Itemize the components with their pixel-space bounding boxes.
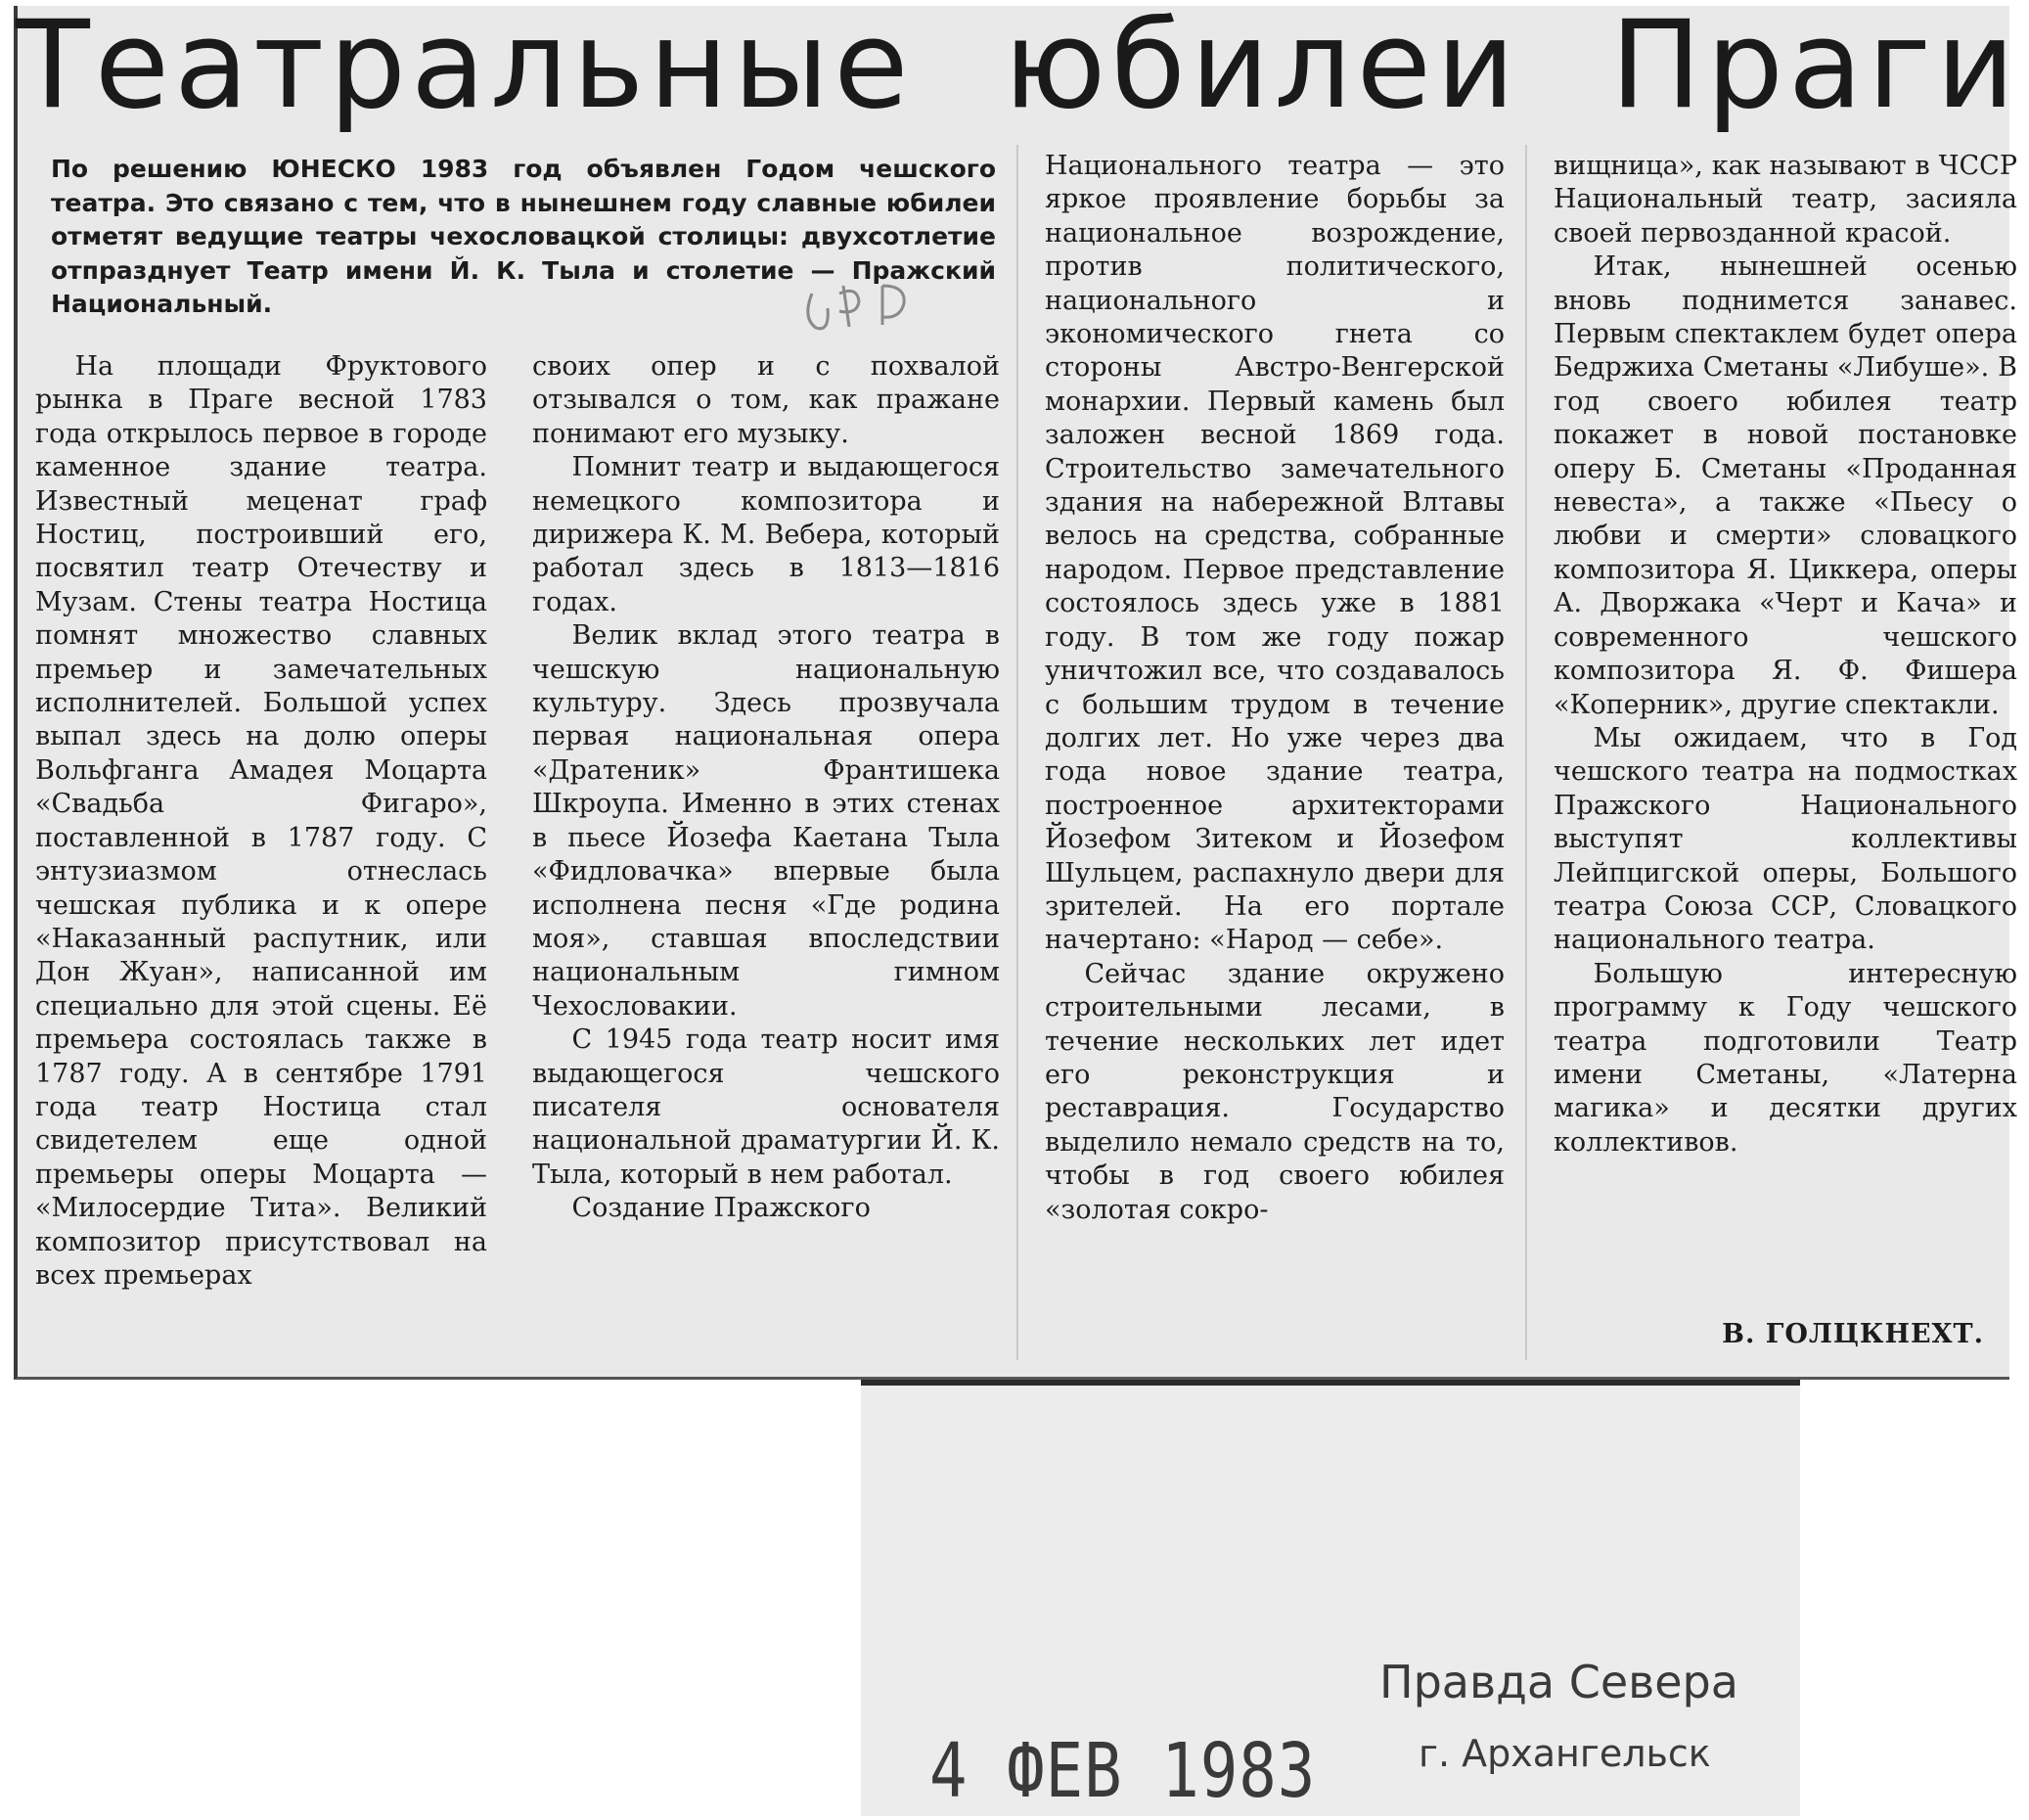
paragraph: Велик вклад этого театра в чешскую национальную культуру. Здесь прозвучала первая национальная опера «Дратеник» Франтишека Шкроупа. Именно в этих стенах в пьесе Йозефа Каетана Тыла «Фидловачка» впервые была исполнена песня «Где родина моя», ставшая впоследствии национальным гимном Чехословакии. (532, 620, 1000, 1022)
city-stamp: г. Архангельск (1419, 1732, 1711, 1775)
paragraph: Сейчас здание окружено строительными лесами, в течение нескольких лет идет его реконструкция и реставрация. Государство выделило немало средств на то, чтобы в год своего юбилея «золотая сокро- (1045, 958, 1505, 1225)
paragraph: Помнит театр и выдающегося немецкого композитора и дирижера К. М. Вебера, который работал здесь в 1813—1816 годах. (532, 452, 1000, 617)
paragraph: Национального театра — это яркое проявление борьбы за национальное возрождение, против политического, национального и экономического гнета со стороны Австро-Венгерской монархии. Первый камень был заложен весной 1869 года. Строительство замечательного здания на набережной Влтавы велось на средства, собранные народом. Первое представление состоялось здесь уже в 1881 году. В том же году пожар уничтожил все, что создавалось с большим трудом в течение долгих лет. Но уже через два года новое здание театра, построенное архитекторами Йозефом Зитеком и Йозефом Шульцем, распахнуло двери для зрителей. На его портале начертано: «Народ — себе». (1045, 151, 1505, 956)
date-stamp: 4 ФЕВ 1983 (929, 1728, 1317, 1816)
paragraph: Мы ожидаем, что в Год чешского театра на подмостках Пражского Национального выступят коллективы Лейпцигской оперы, Большого театра Союза ССР, Словацкого национального театра. (1554, 722, 2017, 956)
paragraph: Создание Пражского (571, 1193, 871, 1224)
paragraph: Итак, нынешней осенью вновь поднимется занавес. Первым спектаклем будет опера Бедржиха Сметаны «Либуше». В год своего юбилея театр покажет в новой постановке оперу Б. Сметаны «Проданная невеста», а также «Пьесу о любви и смерти» словацкого композитора Я. Циккера, оперы А. Дворжака «Черт и Кача» и современного чешского композитора Я. Ф. Фишера «Коперник», другие спектакли. (1554, 251, 2017, 720)
newspaper-name-stamp: Правда Севера (1379, 1656, 1738, 1708)
paragraph: своих опер и с похвалой отзывался о том, как пражане понимают его музыку. (532, 351, 1000, 449)
paragraph: вищница», как называют в ЧССР Национальный театр, засияла своей первозданной красой. (1554, 151, 2017, 249)
paragraph: На площади Фруктового рынка в Праге весной 1783 года открылось первое в городе каменное здание театра. Известный меценат граф Ностиц, построивший его, посвятил театр Отечеству и Музам. Стены театра Ностица помнят множество славных премьер и замечательных исполнителей. Большой успех выпал здесь на долю оперы Вольфганга Амадея Моцарта «Свадьба Фигаро», поставленной в 1787 году. С энтузиазмом отнеслась чешская публика и к опере «Наказанный распутник, или Дон Жуан», написанной им специально для этой сцены. Её премьера состоялась также в 1787 году. А в сентябре 1791 года театр Ностица стал свидетелем еще одной премьеры оперы Моцарта — «Милосердие Тита». Великий композитор присутствовал на всех премьерах (35, 351, 487, 1291)
paragraph: Большую интересную программу к Году чешского театра подготовили Театр имени Сметаны, «Латерна магика» и десятки других коллективов. (1554, 958, 2017, 1158)
paragraph: С 1945 года театр носит имя выдающегося чешского писателя основателя национальной драматургии Й. К. Тыла, который в нем работал. (532, 1024, 1000, 1190)
author-signature: В. ГОЛЦКНЕХТ. (1722, 1319, 1984, 1349)
pencil-scribble (808, 286, 904, 329)
article-lead: По решению ЮНЕСКО 1983 год объявлен Годом чешского театра. Это связано с тем, что в нынешнем году славные юбилеи отметят ведущие театры чехословацкой столицы: двухсотлетие отпразднует Театр имени Й. К. Тыла и столетие — Пражский Национальный. (51, 155, 996, 318)
article-headline: Театральные юбилеи Праги (16, 0, 2020, 136)
